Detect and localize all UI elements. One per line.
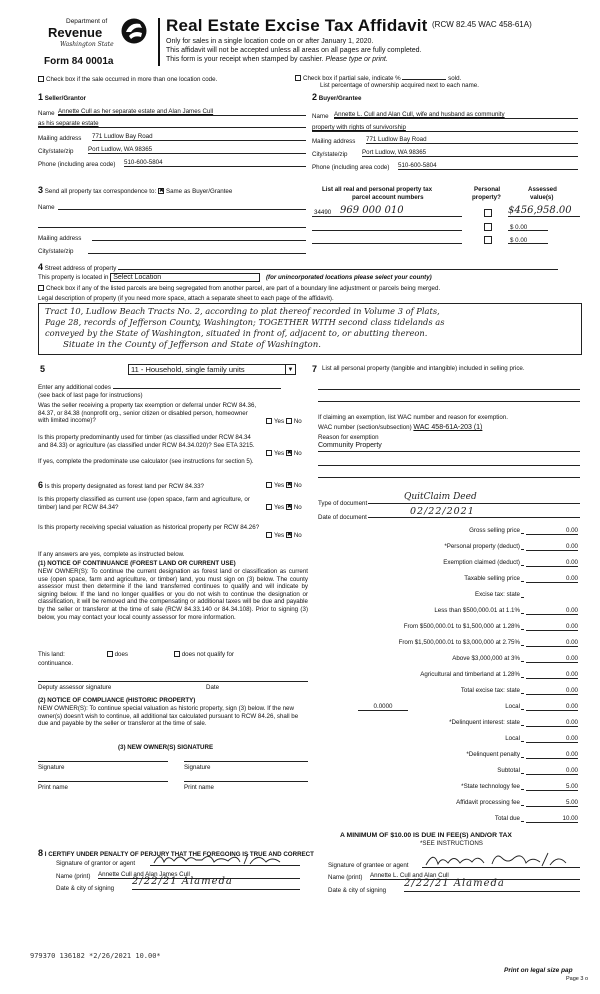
- s5-q2b: If yes, complete the predominate use calculator (see instructions for section 5).: [38, 458, 254, 465]
- section4-num: 4: [38, 262, 44, 272]
- tax-row-value[interactable]: 0.00: [526, 735, 578, 743]
- sig-label-1: Signature: [38, 764, 65, 771]
- s6-n2-body: NEW OWNER(S): To continue special valuation as historic property, sign (3) below. If the new owner(s) doesn't wish to continue, all additional tax calculated pursuant to RCW 84.26, shall be due and payable by the seller or transferor at the time of sale.: [38, 705, 299, 728]
- reason-label: Reason for exemption: [318, 434, 379, 441]
- segregated-row: [38, 285, 440, 292]
- tax-row: [318, 703, 578, 711]
- location-select[interactable]: Select Location: [110, 273, 260, 282]
- parcel-field-1[interactable]: [312, 205, 462, 217]
- parcel-hw-1: 969 000 010: [340, 205, 404, 216]
- form-number: Form 84 0001a: [44, 56, 114, 67]
- land-use-select[interactable]: [128, 364, 296, 375]
- s5-q2-yes-checkbox[interactable]: [266, 450, 272, 456]
- chevron-down-icon: ▼: [285, 365, 295, 375]
- s5-q1-no-checkbox[interactable]: [286, 418, 292, 424]
- header-note1: Only for sales in a single location code on or after January 1, 2020.: [166, 38, 374, 45]
- parcel-num-1: 34490: [314, 209, 332, 216]
- street-address-field[interactable]: [118, 264, 558, 270]
- grantor-date-field[interactable]: [132, 876, 300, 890]
- tax-row: [318, 543, 578, 551]
- s6-q1-yes-checkbox[interactable]: [266, 482, 272, 488]
- personal-head1: Personal: [474, 186, 501, 193]
- seller-mail-label: Mailing address: [38, 135, 82, 142]
- buyer-city-value: Port Ludlow, WA 98365: [362, 149, 427, 156]
- seller-mail-value: 771 Ludlow Bay Road: [92, 133, 153, 140]
- s3-name-label: Name: [38, 204, 55, 211]
- legal-hw-3: conveyed by the State of Washington, situated in front of, adjacent to, or abutting thereon.: [45, 328, 428, 338]
- doc-type-label: Type of document: [318, 500, 368, 507]
- see-instructions: *SEE INSTRUCTIONS: [420, 840, 483, 847]
- tax-row-leader: [521, 773, 524, 774]
- grantee-sig-label: Signature of grantee or agent: [328, 862, 409, 869]
- personal-property-field-2[interactable]: [318, 394, 580, 402]
- assessed-value-3: $ 0.00: [510, 237, 528, 244]
- seller-name-value2: as his separate estate: [38, 120, 99, 127]
- doc-date-hw: 02/22/2021: [410, 506, 475, 517]
- section6-num: 6: [38, 480, 44, 490]
- grantor-signature-field[interactable]: [150, 850, 300, 866]
- grantee-signature-field[interactable]: [422, 850, 580, 868]
- buyer-phone-value: 510-600-5804: [398, 162, 437, 169]
- tax-row-label: From $500,000.01 to $1,500,000 at 1.28%: [403, 623, 520, 630]
- grantor-name-value: Annette Cull and Alan James Cull: [98, 871, 190, 878]
- tax-row-value[interactable]: 0.00: [526, 607, 578, 615]
- new-owner-print1[interactable]: [38, 774, 168, 782]
- tax-row-leader: [521, 805, 524, 806]
- tax-row: [318, 719, 578, 727]
- land-use-value: 11 - Household, single family units: [131, 365, 245, 374]
- minimum-note: A MINIMUM OF $10.00 IS DUE IN FEE(S) AND/OR TAX: [340, 832, 512, 839]
- form-title: Real Estate Excise Tax Affidavit: [166, 16, 428, 35]
- codes-label: Enter any additional codes: [38, 384, 111, 391]
- tax-row-label: Total excise tax: state: [460, 687, 520, 694]
- sig-label-2: Signature: [184, 764, 211, 771]
- tax-row-value[interactable]: 0.00: [526, 703, 578, 711]
- tax-row-leader: [521, 757, 524, 758]
- grantee-date-hw: 2/22/21 Alameda: [404, 878, 505, 889]
- s3-mail-field[interactable]: [92, 233, 306, 241]
- s6-q1-no-checkbox[interactable]: [286, 482, 292, 488]
- partial-sale-row: [295, 74, 461, 82]
- s3-name-field[interactable]: [58, 202, 306, 210]
- s6-q1-answers: [266, 482, 302, 489]
- tax-row-leader: [521, 709, 524, 710]
- assessed-head2: value(s): [530, 194, 554, 201]
- s3-blank-field[interactable]: [38, 220, 306, 228]
- grantor-date-label: Date & city of signing: [56, 885, 115, 892]
- tax-row-value[interactable]: 0.00: [526, 639, 578, 647]
- assessed-field-2[interactable]: [508, 221, 548, 231]
- seller-city-label: City/state/zip: [38, 148, 74, 155]
- seller-heading-num: 1: [38, 92, 44, 102]
- tax-row: [318, 591, 578, 599]
- tax-row: [318, 559, 578, 567]
- located-row: [38, 273, 432, 282]
- tax-row: [318, 815, 578, 823]
- multi-location-checkbox[interactable]: [38, 76, 44, 82]
- tax-row-label: From $1,500,000.01 to $3,000,000 at 2.75%: [398, 639, 520, 646]
- s6-q2-yes-checkbox[interactable]: [266, 504, 272, 510]
- seller-name-value: Annette Cull as her separate estate and Alan James Cull: [58, 108, 214, 115]
- reason-field-2[interactable]: [318, 458, 580, 466]
- s6-q1-row: [38, 480, 204, 490]
- local-rate-field[interactable]: 0.0000: [358, 703, 408, 711]
- grantor-signature: [150, 850, 300, 866]
- parcel-field-3[interactable]: [312, 234, 462, 244]
- seller-mail-field[interactable]: [92, 133, 306, 141]
- deputy-label: Deputy assessor signature: [38, 684, 112, 691]
- print-label-1: Print name: [38, 784, 68, 791]
- buyer-phone-field[interactable]: [398, 162, 578, 170]
- partial-sale-checkbox[interactable]: [295, 75, 301, 81]
- tax-row-value[interactable]: 0.00: [526, 623, 578, 631]
- tax-row-label: Taxable selling price: [464, 575, 520, 582]
- form-rcw: (RCW 82.45 WAC 458-61A): [432, 20, 532, 29]
- new-owner-sig1[interactable]: [38, 754, 168, 762]
- buyer-name-value: Annette L. Cull and Alan Cull, wife and husband as community: [334, 111, 505, 118]
- personal-property-field-1[interactable]: [318, 382, 580, 390]
- tax-row-label: Local: [505, 735, 520, 742]
- same-as-buyer-checkbox[interactable]: [158, 188, 164, 194]
- grantee-signature: [422, 850, 580, 868]
- buyer-mail-value: 771 Ludlow Bay Road: [366, 136, 427, 143]
- s6-q2-no: No: [293, 504, 302, 511]
- grantee-name-value: Annette L. Cull and Alan Cull: [370, 872, 449, 879]
- segregated-checkbox[interactable]: [38, 285, 44, 291]
- page-number: Page 3 o: [566, 976, 589, 982]
- s6-q3-no: No: [293, 532, 302, 539]
- seller-city-value: Port Ludlow, WA 98365: [88, 146, 153, 153]
- s6-n2-head: (2) NOTICE OF COMPLIANCE (HISTORIC PROPERTY): [38, 697, 196, 704]
- personal-checkbox-2[interactable]: [484, 223, 492, 231]
- same-as-buyer-label: Same as Buyer/Grantee: [165, 188, 233, 195]
- s6-q2-answers: [266, 504, 302, 511]
- tax-row-label: *Delinquent penalty: [466, 751, 520, 758]
- tax-row: [318, 623, 578, 631]
- s6-this-land-row: [38, 651, 234, 658]
- tax-row-value[interactable]: 0.00: [526, 527, 578, 535]
- header-note3: This form is your receipt when stamped by cashier.: [166, 56, 324, 63]
- section7-text: List all personal property (tangible and intangible) included in selling price.: [322, 365, 525, 372]
- legal-hw-1: Tract 10, Ludlow Beach Tracts No. 2, according to plat thereof recorded in Volume 3 of Plats,: [45, 306, 440, 316]
- s5-q2-no: No: [293, 450, 302, 457]
- s5-q1-answers: [266, 418, 302, 425]
- legal-hw-2: Page 28, records of Jefferson County, Washington; TOGETHER WITH second class tidelands as: [45, 317, 445, 327]
- partial-sale-label: Check box if partial sale, indicate %: [303, 75, 401, 82]
- tax-row: [318, 687, 578, 695]
- tax-row-leader: [521, 533, 524, 534]
- land-does-not-label: does not qualify for: [181, 651, 235, 658]
- sold-label: sold.: [448, 75, 462, 82]
- s6-q1: Is this property designated as forest land per RCW 84.33?: [44, 483, 204, 490]
- s5-q1-yes-checkbox[interactable]: [266, 418, 272, 424]
- tax-row-value[interactable]: 10.00: [526, 815, 578, 823]
- tax-row-leader: [521, 741, 524, 742]
- s6-this-land: This land:: [38, 651, 65, 658]
- s3-mail-label: Mailing address: [38, 235, 82, 242]
- tax-row: [318, 607, 578, 615]
- tax-row-value[interactable]: 0.00: [526, 543, 578, 551]
- parcel-field-2[interactable]: [312, 221, 462, 231]
- multi-location-label: Check box if the sale occurred in more than one location code.: [46, 76, 218, 83]
- tax-row-label: *Delinquent interest: state: [449, 719, 520, 726]
- wa-state-emblem-icon: [120, 16, 148, 46]
- seller-phone-label: Phone (including area code): [38, 161, 116, 168]
- partial-sale-pct-field[interactable]: [402, 74, 446, 80]
- reason-field-3[interactable]: [318, 470, 580, 478]
- unincorporated-note: (for unincorporated locations please select your county): [265, 274, 432, 281]
- wac-label: WAC number (section/subsection): [318, 424, 412, 431]
- tax-row-label: Total due: [494, 815, 520, 822]
- new-owner-print2[interactable]: [184, 774, 308, 782]
- seller-phone-value: 510-600-5804: [124, 159, 163, 166]
- tax-row-leader: [521, 677, 524, 678]
- assessed-field-3[interactable]: [508, 234, 548, 244]
- seller-city-field[interactable]: [88, 146, 306, 154]
- tax-row-label: Subtotal: [497, 767, 520, 774]
- seller-name-field[interactable]: [58, 108, 306, 116]
- tax-row-value[interactable]: 0.00: [526, 687, 578, 695]
- section3-text: Send all property tax correspondence to:: [44, 188, 157, 195]
- doc-date-label: Date of document: [318, 514, 367, 521]
- legal-label: Legal description of property (if you need more space, attach a separate sheet to each page of the affidavit).: [38, 295, 334, 302]
- buyer-heading-num: 2: [312, 92, 318, 102]
- tax-row-leader: [521, 549, 524, 550]
- header-note3-wrap: [166, 56, 388, 63]
- section4-street-label: Street address of property: [44, 265, 117, 272]
- located-label: This property is located in: [38, 274, 109, 281]
- tax-row-leader: [521, 565, 524, 566]
- s6-continuance: continuance.: [38, 660, 74, 667]
- seller-heading-label: Seller/Grantor: [44, 95, 87, 102]
- tax-row-value[interactable]: 0.00: [526, 767, 578, 775]
- section5-num: 5: [40, 364, 46, 374]
- s6-q3-yes-checkbox[interactable]: [266, 532, 272, 538]
- tax-row-label: Local: [505, 703, 520, 710]
- grantor-name-label: Name (print): [56, 873, 91, 880]
- grantor-sig-label: Signature of grantor or agent: [56, 860, 136, 867]
- assessed-value-2: $ 0.00: [510, 224, 528, 231]
- buyer-phone-label: Phone (including area code): [312, 164, 390, 171]
- tax-row: [318, 783, 578, 791]
- personal-head2: property?: [472, 194, 501, 201]
- codes-field[interactable]: [113, 383, 281, 389]
- grantee-name-label: Name (print): [328, 874, 363, 881]
- section4-street-row: [38, 262, 558, 272]
- buyer-name-label: Name: [312, 113, 329, 120]
- assessed-value-1: $456,958.00: [508, 205, 572, 216]
- tax-row-label: Affidavit processing fee: [456, 799, 520, 806]
- assessed-field-1[interactable]: [508, 205, 580, 217]
- legal-hw-4: Situate in the County of Jefferson and State of Washington.: [63, 340, 321, 350]
- land-does-qualify-checkbox[interactable]: [107, 651, 113, 657]
- header-note2: This affidavit will not be accepted unless all areas on all pages are fully completed.: [166, 47, 422, 54]
- legal-description-box[interactable]: [38, 303, 582, 355]
- tax-row: [318, 751, 578, 759]
- s5-q1-no: No: [293, 418, 302, 425]
- dept-line1: Department of: [66, 18, 108, 25]
- s6-ifyes: If any answers are yes, complete as instructed below.: [38, 551, 185, 558]
- s6-q1-yes: Yes: [274, 482, 285, 489]
- buyer-mail-field[interactable]: [366, 136, 578, 144]
- tax-row: [318, 575, 578, 583]
- buyer-name-value2: property with rights of survivorship: [312, 124, 406, 131]
- buyer-mail-label: Mailing address: [312, 138, 356, 145]
- tax-row: [318, 735, 578, 743]
- tax-row-label: Agricultural and timberland at 1.28%: [420, 671, 520, 678]
- seller-name-label: Name: [38, 110, 55, 117]
- tax-row-label: Gross selling price: [469, 527, 520, 534]
- tax-row-leader: [521, 597, 524, 598]
- multi-location-row: [38, 76, 217, 83]
- parcel-head1: List all real and personal property tax: [322, 186, 433, 193]
- parcel-row-2: [312, 221, 582, 233]
- tax-row-value[interactable]: 0.00: [526, 751, 578, 759]
- tax-row-value[interactable]: 0.00: [526, 559, 578, 567]
- codes-label-row: [38, 383, 281, 391]
- tax-row-leader: [521, 581, 524, 582]
- tax-row-leader: [521, 789, 524, 790]
- tax-row-label: Exemption claimed (deduct): [443, 559, 520, 566]
- parcel-head2: parcel account numbers: [352, 194, 424, 201]
- assessed-head1: Assessed: [528, 186, 557, 193]
- s6-q2-yes: Yes: [274, 504, 285, 511]
- wac-row: [318, 424, 482, 431]
- section3-heading: [38, 185, 232, 195]
- new-owner-sig2[interactable]: [184, 754, 308, 762]
- s6-q3-no-checkbox[interactable]: [286, 532, 292, 538]
- tax-row-leader: [521, 821, 524, 822]
- personal-checkbox-3[interactable]: [484, 236, 492, 244]
- s5-q1: Was the seller receiving a property tax exemption or deferral under RCW 84.36, 84.37, or 84.38 (nonprofit org., senior citizen or disabled person, homeowner with limited income)?: [38, 402, 257, 425]
- tax-row-leader: [521, 661, 524, 662]
- tax-row-label: Less than $500,000.01 at 1.1%: [434, 607, 520, 614]
- buyer-name-field[interactable]: [334, 111, 578, 119]
- certify-text: I CERTIFY UNDER PENALTY OF PERJURY THAT THE FOREGOING IS TRUE AND CORRECT: [44, 851, 314, 858]
- s6-q1-no: No: [293, 482, 302, 489]
- seller-phone-field[interactable]: [124, 159, 306, 167]
- reason-field[interactable]: [318, 442, 580, 452]
- exemption-note: If claiming an exemption, list WAC number and reason for exemption.: [318, 414, 508, 421]
- doc-type-field[interactable]: [368, 492, 580, 504]
- parcel-row-1: [312, 205, 582, 219]
- s6-q3-answers: [266, 532, 302, 539]
- reason-value: Community Property: [318, 442, 382, 449]
- tax-row: [318, 767, 578, 775]
- land-does-label: does: [114, 651, 128, 658]
- section7-num: 7: [312, 364, 318, 374]
- s5-q2: Is this property predominantly used for timber (as classified under RCW 84.34 and 84.33) or agriculture (as classified under RCW 84.34.020)? See ETA 3215.: [38, 434, 255, 449]
- tax-row-leader: [521, 613, 524, 614]
- wac-value[interactable]: WAC 458-61A-203 (1): [413, 424, 483, 431]
- personal-checkbox-1[interactable]: [484, 209, 492, 217]
- dept-line3: Washington State: [60, 41, 114, 48]
- tax-row: [318, 671, 578, 679]
- tax-row-label: *Personal property (deduct): [444, 543, 520, 550]
- buyer-heading: [312, 92, 361, 102]
- dept-line2: Revenue: [48, 25, 103, 40]
- doc-type-hw: QuitClaim Deed: [404, 492, 477, 502]
- s6-q2: Is this property classified as current use (open space, farm and agriculture, or timber) land per RCW 84.34?: [38, 496, 250, 511]
- deputy-date-label: Date: [206, 684, 220, 691]
- grantee-date-field[interactable]: [404, 878, 580, 892]
- grantor-date-hw: 2/22/21 Alameda: [132, 876, 233, 887]
- s6-q2-no-checkbox[interactable]: [286, 504, 292, 510]
- codes-note: (see back of last page for instructions): [38, 392, 143, 399]
- tax-row-value[interactable]: 0.00: [526, 575, 578, 583]
- tax-row: [318, 799, 578, 807]
- tax-row: [318, 655, 578, 663]
- header-note3b: Please type or print.: [325, 56, 388, 63]
- buyer-name-field2[interactable]: [312, 124, 578, 132]
- s6-q3-yes: Yes: [274, 532, 285, 539]
- buyer-heading-label: Buyer/Grantee: [318, 95, 362, 102]
- tax-row: [318, 527, 578, 535]
- s5-q1-yes: Yes: [274, 418, 285, 425]
- tax-row-value[interactable]: 0.00: [526, 655, 578, 663]
- grantee-date-label: Date & city of signing: [328, 887, 387, 894]
- s6-n1-head: (1) NOTICE OF CONTINUANCE (FOREST LAND OR CURRENT USE): [38, 560, 236, 567]
- s5-q2-no-checkbox[interactable]: [286, 450, 292, 456]
- land-does-not-checkbox[interactable]: [174, 651, 180, 657]
- tax-row: [318, 639, 578, 647]
- s6-n1-body: NEW OWNER(S): To continue the current designation as forest land or classification as current use (open space, farm and agriculture, or timber) land, you must sign on (3) below. The county assessor must then determine if the land transferred continues to qualify and will indicate by signing below. If the land no longer qualifies or you do not wish to continue the designation or classification, it will be removed and the compensating or additional taxes will be due and payable by the seller or transferor at the time of sale (RCW 84.33.140 or 84.34.108). Prior to signing (3) below, you may contact your local county assessor for more information.: [38, 568, 308, 621]
- tax-row-label: Excise tax: state: [474, 591, 520, 598]
- parcel-row-3: [312, 234, 582, 246]
- s5-q2-yes: Yes: [274, 450, 285, 457]
- tax-row-value[interactable]: 5.00: [526, 783, 578, 791]
- print-label-2: Print name: [184, 784, 214, 791]
- deputy-signature-field[interactable]: [38, 674, 308, 682]
- dor-logo: [38, 16, 148, 54]
- seller-name-field2[interactable]: [38, 120, 306, 128]
- seller-heading: [38, 92, 86, 102]
- header-divider: [158, 18, 160, 66]
- s5-q2-answers: [266, 450, 302, 457]
- tax-row-value[interactable]: 0.00: [526, 671, 578, 679]
- doc-date-field[interactable]: [368, 506, 580, 518]
- tax-row-value[interactable]: 0.00: [526, 719, 578, 727]
- tax-row-leader: [521, 629, 524, 630]
- cashier-stamp: 979370 136182 *2/26/2021 10.00*: [30, 952, 161, 960]
- list-pct-note: List percentage of ownership acquired next to each name.: [320, 82, 479, 89]
- buyer-city-field[interactable]: [362, 149, 578, 157]
- s3-city-field[interactable]: [88, 246, 306, 254]
- tax-row-leader: [521, 645, 524, 646]
- tax-row-leader: [521, 693, 524, 694]
- section3-num: 3: [38, 185, 44, 195]
- tax-row-label: Above $3,000,000 at 3%: [452, 655, 520, 662]
- section8-num: 8: [38, 848, 44, 858]
- segregated-label: Check box if any of the listed parcels are being segregated from another parcel, are part of a boundary line adjustment or parcels being merged.: [46, 285, 441, 292]
- tax-row-leader: [521, 725, 524, 726]
- tax-row-value[interactable]: 5.00: [526, 799, 578, 807]
- buyer-city-label: City/state/zip: [312, 151, 348, 158]
- print-legal-note: Print on legal size pap: [504, 967, 573, 974]
- s6-q3: Is this property receiving special valuation as historical property per RCW 84.26?: [38, 524, 260, 531]
- s6-n3-head: (3) NEW OWNER(S) SIGNATURE: [118, 744, 214, 751]
- tax-row-label: *State technology fee: [461, 783, 520, 790]
- s3-city-label: City/state/zip: [38, 248, 74, 255]
